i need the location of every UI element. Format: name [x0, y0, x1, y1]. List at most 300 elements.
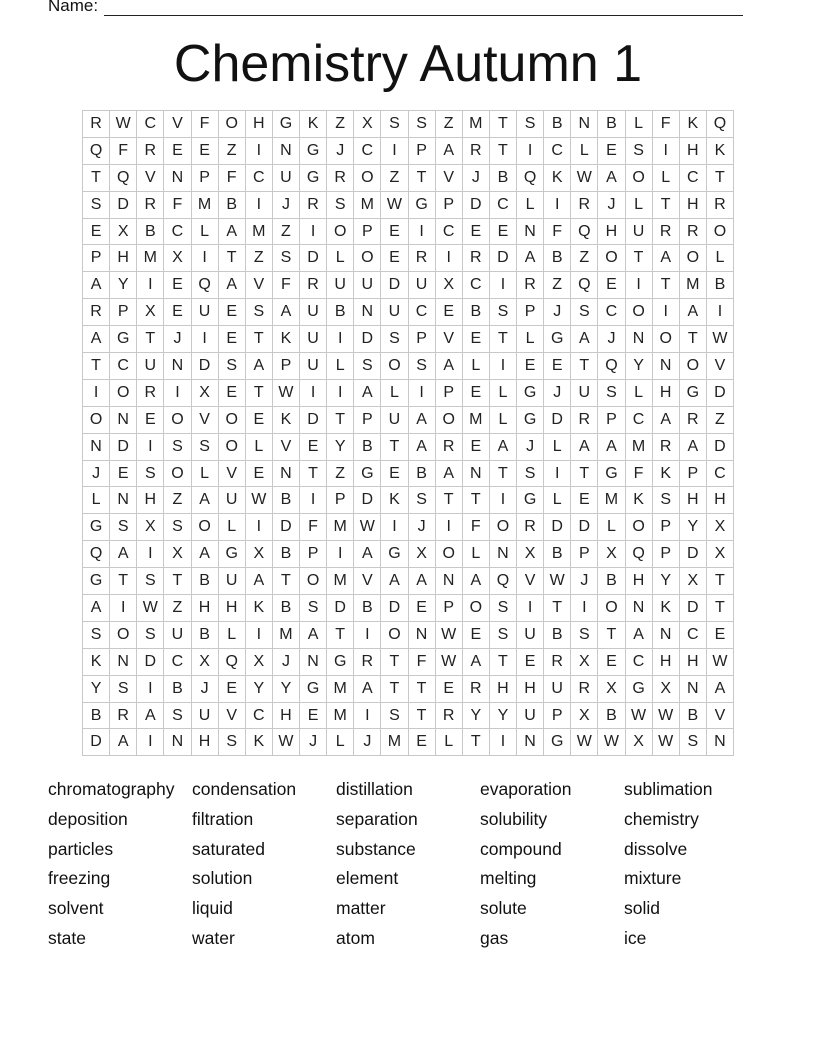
grid-letter: D: [110, 433, 137, 460]
grid-letter: N: [625, 595, 652, 622]
grid-letter: F: [110, 137, 137, 164]
grid-letter: F: [191, 111, 218, 138]
grid-letter: T: [110, 568, 137, 595]
grid-letter: B: [544, 111, 571, 138]
grid-letter: G: [272, 111, 299, 138]
grid-letter: T: [408, 675, 435, 702]
grid-letter: P: [408, 326, 435, 353]
grid-letter: I: [706, 299, 733, 326]
grid-letter: Z: [327, 460, 354, 487]
grid-row: [83, 460, 734, 487]
grid-letter: J: [300, 729, 327, 756]
grid-letter: M: [327, 568, 354, 595]
grid-letter: G: [517, 379, 544, 406]
grid-letter: N: [679, 675, 706, 702]
grid-letter: K: [652, 460, 679, 487]
grid-letter: J: [598, 191, 625, 218]
grid-letter: E: [137, 406, 164, 433]
grid-letter: S: [489, 621, 516, 648]
grid-letter: X: [571, 702, 598, 729]
grid-letter: A: [598, 164, 625, 191]
grid-letter: M: [327, 675, 354, 702]
grid-letter: V: [706, 353, 733, 380]
grid-letter: S: [408, 111, 435, 138]
grid-row: [83, 218, 734, 245]
grid-letter: Q: [191, 272, 218, 299]
grid-letter: A: [462, 568, 489, 595]
grid-letter: E: [706, 621, 733, 648]
grid-letter: G: [327, 648, 354, 675]
grid-row: [83, 648, 734, 675]
grid-letter: D: [706, 379, 733, 406]
word-list-item: deposition: [48, 808, 128, 829]
grid-letter: F: [218, 164, 245, 191]
grid-letter: A: [652, 406, 679, 433]
grid-letter: I: [137, 675, 164, 702]
grid-letter: T: [83, 164, 110, 191]
grid-letter: G: [517, 406, 544, 433]
grid-letter: H: [598, 218, 625, 245]
grid-letter: B: [544, 541, 571, 568]
grid-letter: N: [164, 164, 191, 191]
grid-letter: I: [245, 137, 272, 164]
grid-letter: Y: [462, 702, 489, 729]
grid-letter: A: [679, 433, 706, 460]
grid-letter: O: [110, 621, 137, 648]
word-list-item: separation: [336, 808, 418, 829]
grid-letter: L: [191, 460, 218, 487]
grid-letter: E: [218, 379, 245, 406]
grid-letter: U: [408, 272, 435, 299]
grid-letter: X: [137, 299, 164, 326]
grid-letter: M: [381, 729, 408, 756]
grid-letter: J: [83, 460, 110, 487]
grid-letter: L: [652, 164, 679, 191]
grid-letter: P: [408, 137, 435, 164]
grid-letter: M: [679, 272, 706, 299]
grid-row: [83, 514, 734, 541]
grid-letter: S: [245, 299, 272, 326]
grid-letter: T: [408, 702, 435, 729]
grid-letter: O: [191, 514, 218, 541]
grid-letter: K: [83, 648, 110, 675]
grid-letter: G: [381, 541, 408, 568]
grid-row: [83, 111, 734, 138]
grid-letter: S: [137, 568, 164, 595]
grid-letter: J: [191, 675, 218, 702]
grid-letter: A: [679, 299, 706, 326]
grid-letter: M: [625, 433, 652, 460]
word-list-item: sublimation: [624, 779, 713, 799]
grid-letter: E: [164, 299, 191, 326]
grid-letter: T: [706, 568, 733, 595]
grid-letter: I: [489, 729, 516, 756]
grid-row: [83, 379, 734, 406]
grid-letter: Q: [706, 111, 733, 138]
grid-letter: B: [462, 299, 489, 326]
word-list-item: gas: [480, 927, 509, 948]
grid-letter: S: [327, 191, 354, 218]
grid-letter: N: [517, 729, 544, 756]
grid-letter: Y: [652, 568, 679, 595]
grid-letter: E: [83, 218, 110, 245]
grid-letter: X: [706, 541, 733, 568]
word-list-item: condensation: [192, 779, 297, 799]
grid-letter: S: [164, 514, 191, 541]
grid-row: [83, 595, 734, 622]
grid-letter: A: [218, 218, 245, 245]
grid-letter: N: [110, 406, 137, 433]
grid-letter: X: [408, 541, 435, 568]
grid-letter: T: [300, 460, 327, 487]
grid-letter: T: [544, 595, 571, 622]
grid-letter: Q: [625, 541, 652, 568]
grid-letter: Q: [83, 541, 110, 568]
grid-letter: W: [544, 568, 571, 595]
grid-letter: T: [137, 326, 164, 353]
grid-letter: C: [354, 137, 381, 164]
word-list-item: matter: [336, 898, 386, 919]
grid-row: [83, 487, 734, 514]
word-list-item: particles: [48, 838, 114, 859]
grid-letter: C: [625, 406, 652, 433]
grid-letter: V: [354, 568, 381, 595]
grid-letter: B: [489, 164, 516, 191]
grid-letter: J: [272, 648, 299, 675]
grid-letter: P: [83, 245, 110, 272]
grid-letter: S: [517, 460, 544, 487]
grid-row: [83, 406, 734, 433]
grid-letter: I: [489, 487, 516, 514]
grid-letter: U: [218, 568, 245, 595]
grid-letter: W: [435, 648, 462, 675]
grid-letter: Q: [83, 137, 110, 164]
grid-letter: X: [110, 218, 137, 245]
grid-letter: T: [245, 326, 272, 353]
word-list: [48, 779, 768, 958]
grid-letter: B: [137, 218, 164, 245]
grid-letter: M: [327, 702, 354, 729]
grid-row: [83, 675, 734, 702]
grid-letter: M: [462, 406, 489, 433]
grid-letter: T: [381, 433, 408, 460]
grid-row: [83, 621, 734, 648]
grid-letter: A: [83, 326, 110, 353]
grid-letter: G: [218, 541, 245, 568]
grid-letter: A: [408, 406, 435, 433]
grid-letter: L: [435, 729, 462, 756]
word-list-item: solute: [480, 898, 527, 919]
grid-letter: H: [706, 487, 733, 514]
grid-letter: U: [327, 272, 354, 299]
grid-letter: L: [625, 111, 652, 138]
grid-letter: Y: [489, 702, 516, 729]
page-title: Chemistry Autumn 1: [173, 35, 643, 93]
grid-letter: Z: [164, 595, 191, 622]
grid-letter: L: [381, 379, 408, 406]
grid-letter: B: [598, 702, 625, 729]
grid-letter: B: [544, 621, 571, 648]
grid-letter: X: [245, 541, 272, 568]
grid-letter: D: [110, 191, 137, 218]
grid-letter: X: [517, 541, 544, 568]
grid-letter: E: [191, 137, 218, 164]
grid-letter: E: [408, 729, 435, 756]
grid-letter: T: [489, 326, 516, 353]
grid-letter: O: [110, 379, 137, 406]
grid-letter: O: [435, 541, 462, 568]
grid-letter: R: [408, 245, 435, 272]
grid-letter: E: [381, 245, 408, 272]
grid-letter: O: [679, 245, 706, 272]
grid-letter: M: [137, 245, 164, 272]
grid-letter: A: [83, 595, 110, 622]
grid-letter: S: [408, 487, 435, 514]
grid-letter: I: [381, 514, 408, 541]
grid-letter: Z: [435, 111, 462, 138]
grid-letter: V: [218, 702, 245, 729]
grid-letter: O: [679, 353, 706, 380]
grid-letter: S: [652, 487, 679, 514]
grid-letter: U: [137, 353, 164, 380]
grid-letter: N: [164, 353, 191, 380]
grid-letter: L: [517, 326, 544, 353]
grid-letter: X: [354, 111, 381, 138]
grid-letter: A: [462, 648, 489, 675]
grid-letter: N: [408, 621, 435, 648]
grid-letter: F: [544, 218, 571, 245]
grid-letter: N: [706, 729, 733, 756]
grid-letter: Y: [83, 675, 110, 702]
grid-letter: F: [625, 460, 652, 487]
grid-letter: L: [598, 514, 625, 541]
grid-letter: I: [300, 218, 327, 245]
grid-letter: R: [462, 137, 489, 164]
grid-letter: I: [625, 272, 652, 299]
grid-letter: U: [571, 379, 598, 406]
grid-letter: A: [652, 245, 679, 272]
grid-letter: A: [435, 353, 462, 380]
grid-letter: G: [625, 675, 652, 702]
grid-letter: T: [706, 164, 733, 191]
grid-letter: S: [354, 353, 381, 380]
grid-letter: J: [408, 514, 435, 541]
grid-letter: I: [245, 514, 272, 541]
grid-letter: R: [517, 514, 544, 541]
grid-letter: K: [381, 487, 408, 514]
word-list-item: solution: [192, 868, 253, 889]
grid-letter: I: [137, 272, 164, 299]
grid-letter: G: [110, 326, 137, 353]
grid-letter: L: [191, 218, 218, 245]
grid-row: [83, 191, 734, 218]
word-list-item: liquid: [192, 898, 233, 919]
grid-letter: A: [354, 541, 381, 568]
grid-letter: G: [679, 379, 706, 406]
grid-letter: T: [218, 245, 245, 272]
grid-letter: L: [218, 621, 245, 648]
grid-letter: N: [110, 648, 137, 675]
grid-letter: P: [354, 218, 381, 245]
grid-letter: A: [435, 460, 462, 487]
grid-row: [83, 729, 734, 756]
grid-letter: E: [435, 675, 462, 702]
grid-letter: W: [571, 164, 598, 191]
grid-letter: X: [435, 272, 462, 299]
grid-letter: J: [598, 326, 625, 353]
grid-letter: R: [462, 675, 489, 702]
grid-letter: A: [83, 272, 110, 299]
grid-letter: P: [652, 514, 679, 541]
grid-letter: E: [245, 406, 272, 433]
grid-letter: A: [489, 433, 516, 460]
grid-letter: B: [272, 595, 299, 622]
grid-letter: K: [245, 729, 272, 756]
grid-letter: E: [462, 379, 489, 406]
grid-letter: N: [652, 621, 679, 648]
grid-letter: S: [381, 111, 408, 138]
grid-letter: I: [354, 702, 381, 729]
grid-letter: R: [706, 191, 733, 218]
grid-letter: X: [598, 541, 625, 568]
grid-letter: R: [110, 702, 137, 729]
grid-letter: B: [598, 568, 625, 595]
grid-letter: P: [300, 541, 327, 568]
grid-letter: O: [218, 406, 245, 433]
grid-letter: I: [83, 379, 110, 406]
grid-letter: P: [272, 353, 299, 380]
grid-letter: Q: [517, 164, 544, 191]
grid-letter: Z: [381, 164, 408, 191]
grid-letter: R: [571, 406, 598, 433]
grid-letter: H: [218, 595, 245, 622]
grid-letter: V: [191, 406, 218, 433]
grid-letter: U: [191, 702, 218, 729]
grid-letter: H: [652, 379, 679, 406]
grid-letter: B: [408, 460, 435, 487]
grid-letter: I: [300, 487, 327, 514]
grid-letter: C: [164, 648, 191, 675]
grid-letter: O: [652, 326, 679, 353]
grid-letter: D: [137, 648, 164, 675]
grid-letter: T: [164, 568, 191, 595]
grid-letter: T: [381, 675, 408, 702]
grid-letter: Z: [571, 245, 598, 272]
word-list-item: distillation: [336, 779, 413, 799]
grid-letter: O: [598, 595, 625, 622]
name-line: [48, 0, 743, 16]
grid-letter: O: [381, 621, 408, 648]
grid-letter: S: [408, 353, 435, 380]
grid-letter: S: [517, 111, 544, 138]
grid-letter: Y: [679, 514, 706, 541]
grid-letter: U: [544, 675, 571, 702]
grid-letter: R: [435, 702, 462, 729]
grid-letter: E: [164, 272, 191, 299]
grid-letter: U: [381, 406, 408, 433]
grid-letter: L: [706, 245, 733, 272]
grid-letter: A: [245, 353, 272, 380]
grid-letter: E: [517, 353, 544, 380]
grid-letter: T: [381, 648, 408, 675]
grid-letter: C: [435, 218, 462, 245]
grid-letter: C: [489, 191, 516, 218]
word-list-item: freezing: [48, 868, 111, 889]
grid-letter: S: [164, 702, 191, 729]
grid-letter: R: [679, 218, 706, 245]
grid-letter: R: [517, 272, 544, 299]
grid-letter: B: [544, 245, 571, 272]
grid-letter: X: [137, 514, 164, 541]
grid-letter: G: [83, 514, 110, 541]
grid-letter: E: [571, 487, 598, 514]
grid-letter: H: [272, 702, 299, 729]
grid-letter: P: [327, 487, 354, 514]
grid-letter: L: [245, 433, 272, 460]
grid-letter: A: [110, 541, 137, 568]
grid-letter: Q: [218, 648, 245, 675]
grid-letter: H: [679, 648, 706, 675]
grid-letter: B: [83, 702, 110, 729]
grid-letter: J: [517, 433, 544, 460]
grid-letter: H: [191, 595, 218, 622]
grid-letter: B: [354, 595, 381, 622]
grid-letter: L: [327, 729, 354, 756]
grid-letter: O: [435, 406, 462, 433]
grid-letter: J: [544, 379, 571, 406]
grid-letter: W: [706, 648, 733, 675]
grid-letter: J: [354, 729, 381, 756]
grid-letter: H: [489, 675, 516, 702]
grid-letter: E: [598, 137, 625, 164]
grid-letter: R: [137, 191, 164, 218]
grid-letter: K: [706, 137, 733, 164]
grid-letter: N: [272, 460, 299, 487]
grid-letter: N: [517, 218, 544, 245]
grid-letter: B: [272, 541, 299, 568]
grid-letter: L: [327, 245, 354, 272]
grid-letter: F: [164, 191, 191, 218]
grid-letter: H: [679, 487, 706, 514]
name-label: Name:: [48, 0, 99, 15]
grid-letter: A: [571, 433, 598, 460]
grid-letter: C: [164, 218, 191, 245]
grid-letter: Z: [164, 487, 191, 514]
word-list-item: solubility: [480, 808, 548, 829]
grid-letter: O: [354, 245, 381, 272]
grid-letter: E: [517, 648, 544, 675]
grid-letter: E: [218, 675, 245, 702]
grid-letter: S: [137, 460, 164, 487]
grid-letter: M: [327, 514, 354, 541]
grid-letter: E: [300, 702, 327, 729]
grid-letter: S: [164, 433, 191, 460]
grid-letter: Q: [110, 164, 137, 191]
grid-letter: S: [571, 621, 598, 648]
grid-letter: V: [517, 568, 544, 595]
grid-letter: Q: [598, 353, 625, 380]
grid-letter: T: [462, 487, 489, 514]
grid-letter: A: [354, 675, 381, 702]
grid-letter: V: [272, 433, 299, 460]
grid-letter: O: [164, 460, 191, 487]
grid-letter: T: [83, 353, 110, 380]
grid-letter: N: [272, 137, 299, 164]
grid-row: [83, 245, 734, 272]
grid-letter: E: [218, 299, 245, 326]
grid-letter: L: [462, 541, 489, 568]
grid-letter: U: [272, 164, 299, 191]
